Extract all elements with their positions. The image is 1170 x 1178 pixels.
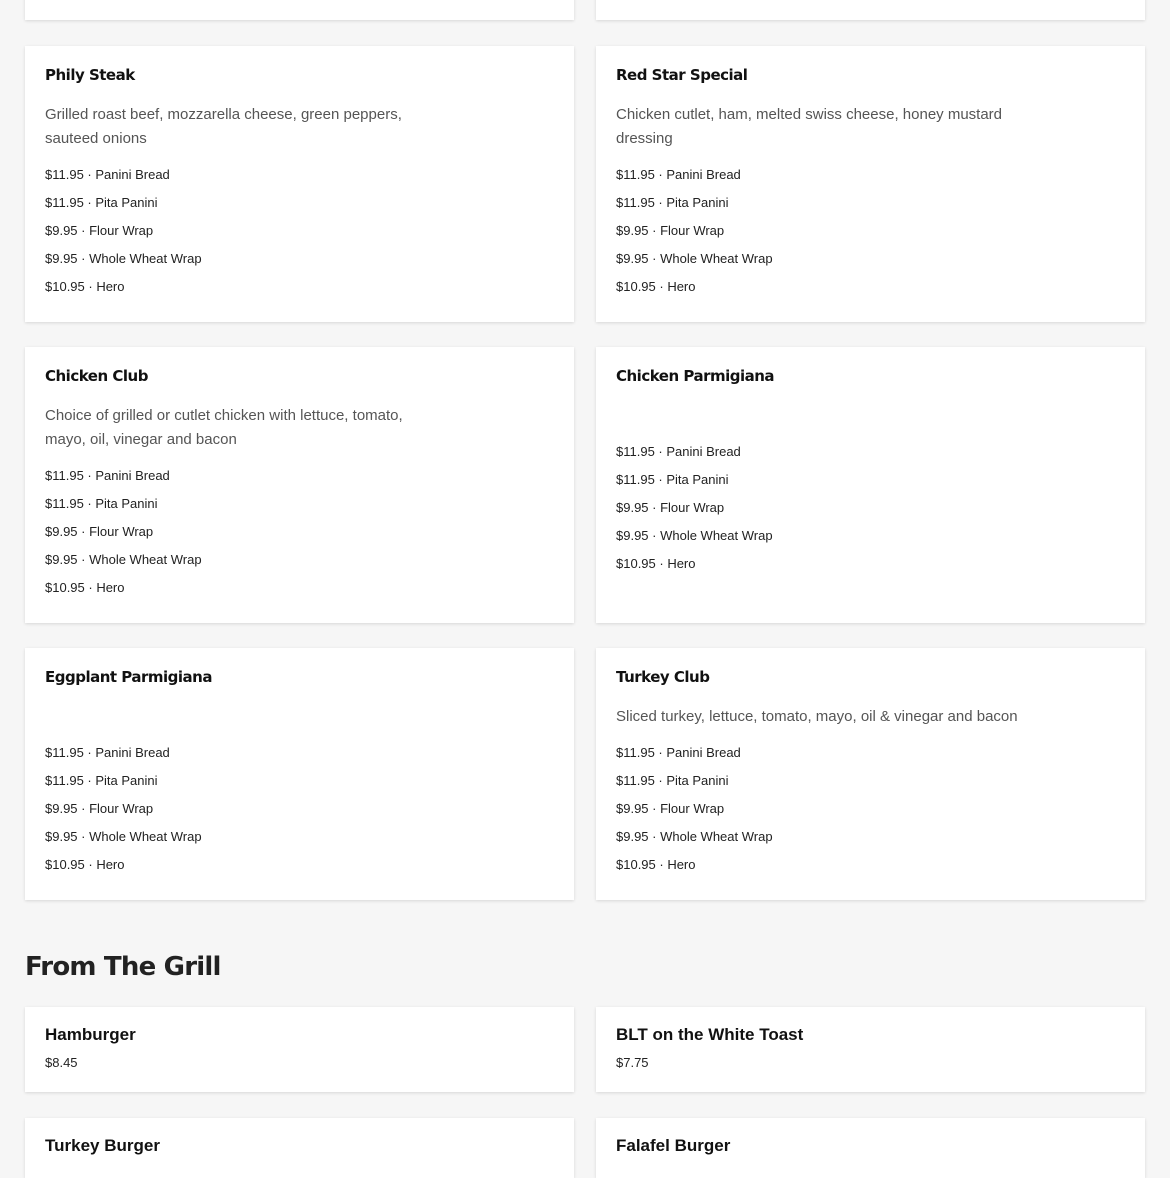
price-option[interactable]: $9.95 · Flour Wrap xyxy=(45,524,154,539)
price-option[interactable]: $9.95 · Whole Wheat Wrap xyxy=(45,552,202,567)
item-title: Chicken Parmigiana xyxy=(616,367,775,385)
price-options xyxy=(616,161,1125,301)
price-option[interactable]: $10.95 · Hero xyxy=(616,857,696,872)
menu-card-eggplant-parmigiana[interactable] xyxy=(25,648,574,900)
price-option[interactable]: $11.95 · Panini Bread xyxy=(616,745,741,760)
price-option[interactable]: $11.95 · Pita Panini xyxy=(45,195,158,210)
price-options xyxy=(45,739,554,879)
price-option[interactable]: $11.95 · Pita Panini xyxy=(616,773,729,788)
menu-card-turkey-burger[interactable] xyxy=(25,1118,574,1178)
price-option[interactable]: $10.95 · Hero xyxy=(45,857,125,872)
price-option[interactable]: $11.95 · Panini Bread xyxy=(45,468,170,483)
item-description: Sliced turkey, lettuce, tomato, mayo, oil & vinegar and bacon xyxy=(616,708,1018,725)
price-option[interactable]: $11.95 · Pita Panini xyxy=(616,472,729,487)
price-option[interactable]: $10.95 · Hero xyxy=(45,279,125,294)
item-description: Chicken cutlet, ham, melted swiss cheese, honey mustard dressing xyxy=(616,106,1003,147)
item-title: Red Star Special xyxy=(616,66,748,84)
item-title: Phily Steak xyxy=(45,66,135,84)
price-options xyxy=(45,161,554,301)
menu-card-falafel-burger[interactable] xyxy=(596,1118,1145,1178)
price-option[interactable]: $9.95 · Flour Wrap xyxy=(616,500,725,515)
price-option[interactable]: $11.95 · Panini Bread xyxy=(616,167,741,182)
price-option[interactable]: $9.95 · Flour Wrap xyxy=(616,801,725,816)
price-options xyxy=(616,739,1125,879)
item-description: Grilled roast beef, mozzarella cheese, green peppers, sauteed onions xyxy=(45,106,402,147)
item-title: Turkey Club xyxy=(616,668,710,686)
price-option[interactable]: $11.95 · Pita Panini xyxy=(45,773,158,788)
item-price: $8.45 xyxy=(45,1055,78,1070)
item-title: Falafel Burger xyxy=(616,1136,731,1155)
price-option[interactable]: $9.95 · Whole Wheat Wrap xyxy=(45,829,202,844)
price-option[interactable]: $11.95 · Pita Panini xyxy=(45,496,158,511)
price-option[interactable]: $10.95 · Hero xyxy=(616,279,696,294)
item-price: $7.75 xyxy=(616,1055,649,1070)
price-option[interactable]: $9.95 · Flour Wrap xyxy=(616,223,725,238)
price-option[interactable]: $9.95 · Whole Wheat Wrap xyxy=(45,251,202,266)
price-options xyxy=(45,462,554,602)
menu-card-phily-steak[interactable] xyxy=(25,46,574,322)
item-description: Choice of grilled or cutlet chicken with lettuce, tomato, mayo, oil, vinegar and bacon xyxy=(45,407,403,448)
item-title: Hamburger xyxy=(45,1025,136,1044)
item-title: Turkey Burger xyxy=(45,1136,160,1155)
item-description xyxy=(45,705,445,729)
section-title-from-the-grill: From The Grill xyxy=(25,952,221,982)
menu-card-partial[interactable] xyxy=(25,0,574,20)
menu-card-turkey-club[interactable] xyxy=(596,648,1145,900)
item-title: Eggplant Parmigiana xyxy=(45,668,212,686)
menu-card-chicken-club[interactable] xyxy=(25,347,574,623)
menu-card-red-star-special[interactable] xyxy=(596,46,1145,322)
price-option[interactable]: $11.95 · Pita Panini xyxy=(616,195,729,210)
price-option[interactable]: $10.95 · Hero xyxy=(45,580,125,595)
price-option[interactable]: $9.95 · Whole Wheat Wrap xyxy=(616,528,773,543)
menu-card-partial[interactable] xyxy=(596,0,1145,20)
menu-card-hamburger[interactable] xyxy=(25,1007,574,1092)
price-option[interactable]: $9.95 · Whole Wheat Wrap xyxy=(616,251,773,266)
price-option[interactable]: $11.95 · Panini Bread xyxy=(616,444,741,459)
item-title: BLT on the White Toast xyxy=(616,1025,804,1044)
price-option[interactable]: $9.95 · Whole Wheat Wrap xyxy=(616,829,773,844)
price-option[interactable]: $10.95 · Hero xyxy=(616,556,696,571)
price-option[interactable]: $11.95 · Panini Bread xyxy=(45,745,170,760)
item-title: Chicken Club xyxy=(45,367,148,385)
menu-card-chicken-parmigiana[interactable] xyxy=(596,347,1145,623)
item-description xyxy=(616,404,1016,428)
price-option[interactable]: $9.95 · Flour Wrap xyxy=(45,801,154,816)
price-options xyxy=(616,438,1125,578)
menu-card-blt-white-toast[interactable] xyxy=(596,1007,1145,1092)
price-option[interactable]: $11.95 · Panini Bread xyxy=(45,167,170,182)
price-option[interactable]: $9.95 · Flour Wrap xyxy=(45,223,154,238)
